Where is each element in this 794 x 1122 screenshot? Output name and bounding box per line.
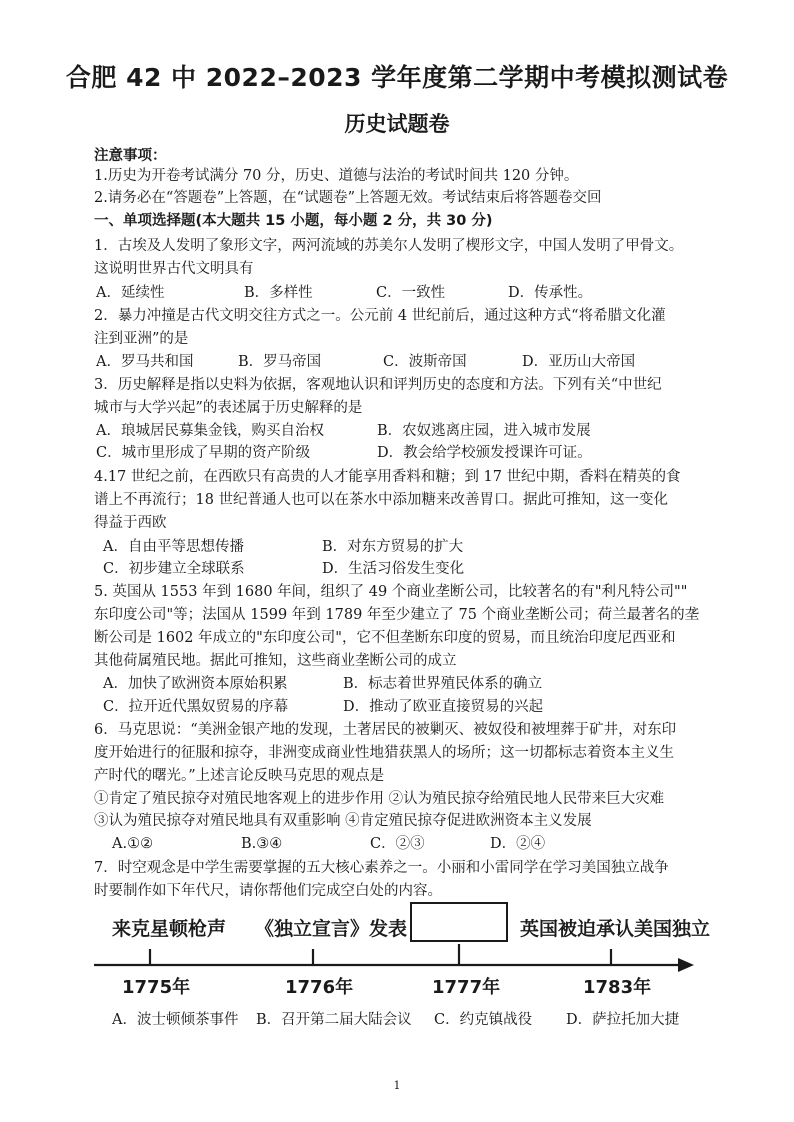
question-5-option-c: C．拉开近代黑奴贸易的序幕: [103, 699, 289, 715]
question-3-option-b: B．农奴逃离庄园，进入城市发展: [377, 423, 591, 439]
question-4-option-d: D．生活习俗发生变化: [322, 561, 465, 577]
timeline-year: 1783年: [583, 977, 652, 998]
timeline-year: 1777年: [432, 977, 501, 998]
question-4-option-b: B．对东方贸易的扩大: [322, 539, 464, 555]
question-4-option-c: C．初步建立全球联系: [103, 561, 245, 577]
question-1-option-b: B．多样性: [244, 285, 313, 301]
question-4-stem: 谱上不再流行；18 世纪普通人也可以在茶水中添加糖来改善胃口。据此可推知，这一变化: [94, 492, 669, 508]
question-5-stem: 断公司是 1602 年成立的"东印度公司"，它不但垄断东印度的贸易，而且统治印度尼西亚和: [94, 630, 676, 646]
question-2-option-a: A．罗马共和国: [96, 354, 194, 370]
question-7-stem: 7．时空观念是中学生需要掌握的五大核心素养之一。小丽和小雷同学在学习美国独立战争: [94, 860, 669, 876]
question-7-option-d: D．萨拉托加大捷: [566, 1012, 680, 1028]
question-3-stem: 3．历史解释是指以史料为依据，客观地认识和评判历史的态度和方法。下列有关“中世纪: [94, 377, 662, 393]
question-5-option-d: D．推动了欧亚直接贸易的兴起: [343, 699, 544, 715]
question-1-option-a: A．延续性: [96, 285, 165, 301]
question-6-option-c: C．②③: [370, 836, 425, 852]
timeline-year: 1775年: [122, 977, 191, 998]
question-1-option-c: C．一致性: [376, 285, 446, 301]
question-6-statement: ①肯定了殖民掠夺对殖民地客观上的进步作用 ②认为殖民掠夺给殖民地人民带来巨大灾难: [94, 791, 665, 807]
note-item: 2.请务必在“答题卷”上答题，在“试题卷”上答题无效。考试结束后将答题卷交回: [94, 190, 602, 206]
question-2-stem: 注到亚洲”的是: [94, 331, 189, 347]
question-3-option-d: D．教会给学校颁发授课许可证。: [377, 445, 592, 461]
question-7-option-b: B．召开第二届大陆会议: [256, 1012, 412, 1028]
question-5-stem: 其他荷属殖民地。据此可推知，这些商业垄断公司的成立: [94, 653, 457, 669]
notes-heading: 注意事项：: [94, 148, 167, 164]
timeline-event-1776: 《独立宣言》发表: [255, 918, 408, 940]
question-1-stem: 1．古埃及人发明了象形文字，两河流域的苏美尔人发明了楔形文字，中国人发明了甲骨文。: [94, 238, 684, 254]
timeline-year: 1776年: [285, 977, 354, 998]
question-3-option-c: C．城市里形成了早期的资产阶级: [96, 445, 311, 461]
exam-subtitle: 历史试题卷: [344, 112, 450, 136]
question-4-stem: 得益于西欧: [94, 515, 167, 531]
question-3-option-a: A．琅城居民募集金钱，购买自治权: [96, 423, 324, 439]
question-6-stem: 6．马克思说：“美洲金银产地的发现，土著居民的被剿灭、被奴役和被埋葬于矿井，对东印: [94, 722, 677, 738]
question-7-option-c: C．约克镇战役: [434, 1012, 533, 1028]
question-2-option-c: C．波斯帝国: [383, 354, 467, 370]
question-2-option-b: B．罗马帝国: [238, 354, 322, 370]
question-6-stem: 产时代的曙光。”上述言论反映马克思的观点是: [94, 768, 385, 784]
question-7-stem: 时要制作如下年代尺，请你帮他们完成空白处的内容。: [94, 883, 442, 899]
question-3-stem: 城市与大学兴起”的表述属于历史解释的是: [94, 400, 363, 416]
question-7-option-a: A．波士顿倾茶事件: [112, 1012, 239, 1028]
question-1-option-d: D．传承性。: [508, 285, 593, 301]
question-5-option-b: B．标志着世界殖民体系的确立: [343, 676, 543, 692]
question-5-stem: 5. 英国从 1553 年到 1680 年间，组织了 49 个商业垄断公司，比较著名的有"利凡特公司"": [94, 584, 688, 600]
question-5-stem: 东印度公司"等；法国从 1599 年到 1789 年至少建立了 75 个商业垄断公司；荷兰最著名的垄: [94, 607, 700, 623]
question-1-stem: 这说明世界古代文明具有: [94, 261, 254, 277]
question-6-option-a: A.①②: [112, 836, 154, 852]
note-item: 1.历史为开卷考试满分 70 分，历史、道德与法治的考试时间共 120 分钟。: [94, 168, 579, 184]
page-number: 1: [393, 1079, 401, 1092]
question-2-option-d: D．亚历山大帝国: [522, 354, 636, 370]
question-5-option-a: A．加快了欧洲资本原始积累: [103, 676, 288, 692]
timeline-event-1775: 来克星顿枪声: [112, 918, 227, 940]
question-6-stem: 度开始进行的征服和掠夺，非洲变成商业性地猎获黑人的场所；这一切都标志着资本主义生: [94, 745, 674, 761]
question-4-option-a: A．自由平等思想传播: [103, 539, 244, 555]
exam-title: 合肥 42 中 2022–2023 学年度第二学期中考模拟测试卷: [65, 63, 729, 92]
question-6-option-d: D．②④: [490, 836, 546, 852]
question-2-stem: 2．暴力冲撞是古代文明交往方式之一。公元前 4 世纪前后，通过这种方式“将希腊文化灌: [94, 308, 666, 324]
question-6-statement: ③认为殖民掠夺对殖民地具有双重影响 ④肯定殖民掠夺促进欧洲资本主义发展: [94, 813, 592, 829]
timeline-event-1783: 英国被迫承认美国独立: [520, 918, 711, 940]
question-6-option-b: B.③④: [241, 836, 283, 852]
section-heading: 一、单项选择题(本大题共 15 小题，每小题 2 分，共 30 分): [94, 213, 493, 229]
question-4-stem: 4.17 世纪之前，在西欧只有高贵的人才能享用香料和糖；到 17 世纪中期，香料在精英的食: [94, 469, 681, 485]
